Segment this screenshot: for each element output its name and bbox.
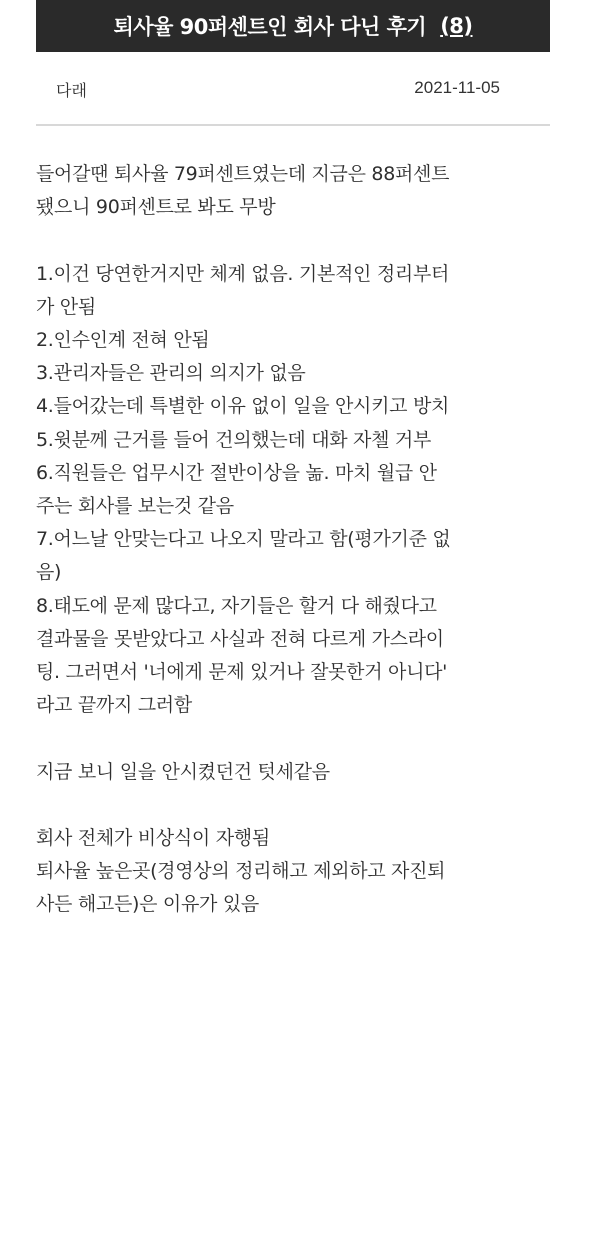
body-line: 지금 보니 일을 안시켰던건 텃세같음	[36, 760, 330, 783]
body-line: 3.관리자들은 관리의 의지가 없음	[36, 362, 306, 385]
post-count: (8)	[440, 14, 473, 38]
post-body	[36, 158, 556, 922]
post-meta	[36, 52, 550, 126]
post-author: 다래	[56, 81, 87, 100]
post-title: 퇴사율 90퍼센트인 회사 다닌 후기	[113, 15, 427, 39]
body-line: 음)	[36, 561, 62, 584]
body-line: 라고 끝까지 그러함	[36, 694, 192, 717]
body-line: 팅. 그러면서 '너에게 문제 있거나 잘못한거 아니다'	[36, 661, 448, 684]
body-line: 사든 해고든)은 이유가 있음	[36, 893, 259, 916]
body-line: 됐으니 90퍼센트로 봐도 무방	[36, 196, 276, 219]
body-line: 7.어느날 안맞는다고 나오지 말라고 함(평가기준 없	[36, 528, 451, 551]
body-line: 5.윗분께 근거를 들어 건의했는데 대화 자첼 거부	[36, 428, 431, 451]
body-line: 가 안됨	[36, 295, 96, 318]
post-title-bar	[36, 0, 550, 52]
body-line: 결과물을 못받았다고 사실과 전혀 다르게 가스라이	[36, 627, 444, 650]
body-line: 4.들어갔는데 특별한 이유 없이 일을 안시키고 방치	[36, 395, 450, 418]
blank-line	[36, 789, 556, 822]
body-line: 퇴사율 높은곳(경영상의 정리해고 제외하고 자진퇴	[36, 860, 446, 883]
body-line: 회사 전체가 비상식이 자행됨	[36, 827, 270, 850]
blank-line	[36, 224, 556, 257]
body-line: 6.직원들은 업무시간 절반이상을 놂. 마치 월급 안	[36, 461, 437, 484]
body-line: 8.태도에 문제 많다고, 자기들은 할거 다 해줬다고	[36, 594, 437, 617]
body-line: 들어갈땐 퇴사율 79퍼센트였는데 지금은 88퍼센트	[36, 163, 450, 185]
body-line: 1.이건 당연한거지만 체계 없음. 기본적인 정리부터	[36, 262, 450, 285]
post-date: 2021-11-05	[414, 78, 500, 97]
body-line: 2.인수인계 전혀 안됨	[36, 329, 210, 351]
blank-line	[36, 722, 556, 755]
body-line: 주는 회사를 보는것 같음	[36, 495, 234, 518]
